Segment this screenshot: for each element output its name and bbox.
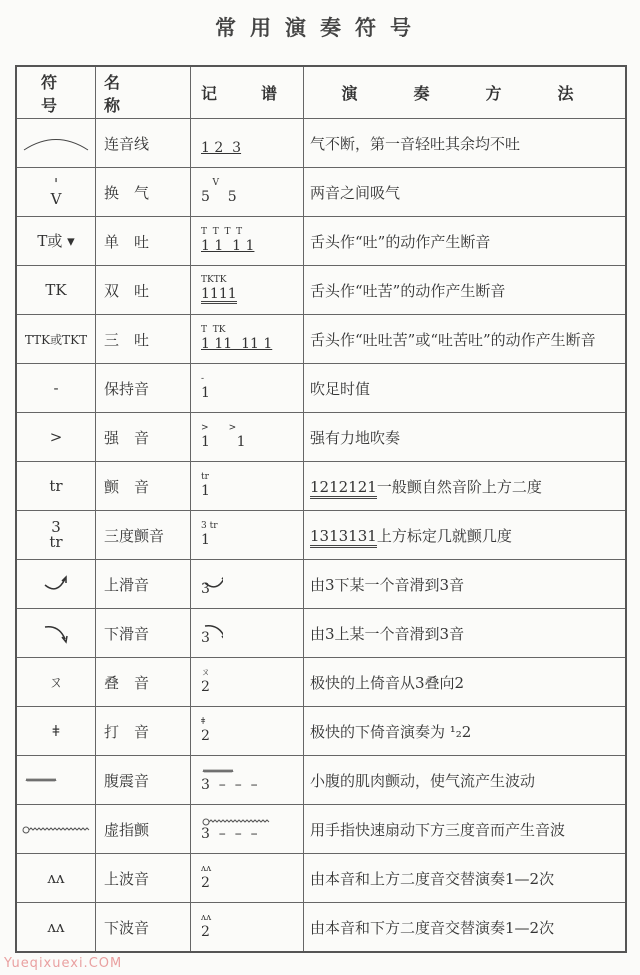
notation-cell <box>191 217 304 266</box>
notation-main: 1111 <box>201 286 237 302</box>
table-row <box>16 658 626 707</box>
symbol-cell <box>16 756 96 805</box>
notation-main: 1 1 1 1 <box>201 238 255 254</box>
notation-top: T TK <box>201 325 226 335</box>
symbol-cell <box>16 854 96 903</box>
symbol-glyph: > <box>49 428 63 446</box>
notation-top: T T T T <box>201 227 243 237</box>
notation-top: ǂ <box>201 717 206 727</box>
notation-cell <box>191 168 304 217</box>
method-text: 舌头作“吐苦”的动作产生断音 <box>310 281 506 300</box>
symbol-cell <box>16 658 96 707</box>
finger-vibrato-icon <box>21 820 91 838</box>
name-cell: 三度颤音 <box>96 511 191 560</box>
notation-main: 2 <box>201 924 210 940</box>
header-method: 演 奏 方 法 <box>304 66 627 119</box>
notation-main: 5 5 <box>201 189 237 205</box>
notation-top: 3 tr <box>201 521 218 531</box>
notation-main: 2 <box>201 875 210 891</box>
symbol-glyph: ' V <box>50 174 62 208</box>
table-row <box>16 168 626 217</box>
method-cell <box>304 756 627 805</box>
name-cell: 腹震音 <box>96 756 191 805</box>
watermark: Yueqixuexi.COM <box>4 956 123 971</box>
notation-main: 3 <box>201 630 210 646</box>
name-cell: 上波音 <box>96 854 191 903</box>
method-cell <box>304 364 627 413</box>
method-cell <box>304 903 627 953</box>
notation-main: 1 2 3 <box>201 140 242 156</box>
notation-cell <box>191 511 304 560</box>
name-cell: 连音线 <box>96 119 191 168</box>
method-cell <box>304 511 627 560</box>
method-cell <box>304 658 627 707</box>
notation-cell <box>191 119 304 168</box>
table-row <box>16 511 626 560</box>
method-text: 极快的上倚音从3叠向2 <box>310 673 465 692</box>
method-text: 由3下某一个音滑到3音 <box>310 575 465 594</box>
notation-cell <box>191 854 304 903</box>
name-cell: 三 吐 <box>96 315 191 364</box>
symbol-cell <box>16 364 96 413</box>
table-row <box>16 266 626 315</box>
symbol-cell <box>16 511 96 560</box>
notation-cell <box>191 413 304 462</box>
name-cell: 下波音 <box>96 903 191 953</box>
trill-notes: 1313131 <box>310 527 377 548</box>
symbol-cell <box>16 609 96 658</box>
name-cell: 保持音 <box>96 364 191 413</box>
table-row <box>16 462 626 511</box>
notation-top: - <box>201 374 205 384</box>
method-cell <box>304 266 627 315</box>
table-row <box>16 707 626 756</box>
symbol-cell <box>16 119 96 168</box>
notation-main: 1 <box>201 483 210 499</box>
table-row <box>16 903 626 953</box>
symbol-cell <box>16 315 96 364</box>
method-text: 吹足时值 <box>310 379 371 398</box>
trill-notes: 1212121 <box>310 478 377 499</box>
name-cell: 颤 音 <box>96 462 191 511</box>
method-cell <box>304 805 627 854</box>
notation-cell <box>191 707 304 756</box>
name-cell: 打 音 <box>96 707 191 756</box>
symbol-glyph: TK <box>45 281 67 299</box>
page-title: 常用演奏符号 <box>215 15 425 40</box>
notation-top: V <box>201 178 219 188</box>
name-cell: 单 吐 <box>96 217 191 266</box>
notation-main: 2 <box>201 679 210 695</box>
notation-top: > > <box>201 423 237 433</box>
notation-top: ʌʌ <box>201 864 212 874</box>
method-text: 两音之间吸气 <box>310 183 401 202</box>
symbol-glyph: ㄡ <box>48 673 64 691</box>
method-text: 用手指快速扇动下方三度音而产生音波 <box>310 820 566 839</box>
method-cell <box>304 609 627 658</box>
notation-main: 1 11 11 1 <box>201 336 273 352</box>
table-row <box>16 413 626 462</box>
name-cell: 叠 音 <box>96 658 191 707</box>
table-row <box>16 854 626 903</box>
symbol-cell <box>16 413 96 462</box>
name-cell: 虚指颤 <box>96 805 191 854</box>
method-cell <box>304 854 627 903</box>
symbol-cell <box>16 168 96 217</box>
symbol-glyph: TTK或TKT <box>24 333 88 347</box>
header-notation: 记 谱 <box>191 66 304 119</box>
notation-main: 3 <box>201 581 210 597</box>
vibrato-wave-icon <box>24 771 88 789</box>
method-cell <box>304 462 627 511</box>
method-text: 舌头作“吐吐苦”或“吐苦吐”的动作产生断音 <box>310 330 596 349</box>
table-row <box>16 609 626 658</box>
notation-table <box>15 65 627 953</box>
method-cell <box>304 315 627 364</box>
notation-top: TKTK <box>201 275 227 285</box>
method-text: 一般颤自然音阶上方二度 <box>376 477 542 496</box>
symbol-cell <box>16 560 96 609</box>
notation-cell <box>191 756 304 805</box>
table-row <box>16 560 626 609</box>
notation-cell <box>191 364 304 413</box>
notation-cell <box>191 658 304 707</box>
notation-top: tr <box>201 472 209 482</box>
table-row <box>16 315 626 364</box>
fall-down-icon <box>41 623 71 641</box>
symbol-glyph: ʌʌ <box>47 918 65 936</box>
method-text: 舌头作“吐”的动作产生断音 <box>310 232 491 251</box>
slur-arc-icon <box>21 133 91 151</box>
notation-cell <box>191 609 304 658</box>
symbol-glyph: - <box>53 379 59 397</box>
symbol-cell <box>16 217 96 266</box>
symbol-cell <box>16 462 96 511</box>
method-text: 强有力地吹奏 <box>310 428 401 447</box>
symbol-glyph: ǂ <box>52 722 60 740</box>
notation-main: 3 – – – <box>201 826 258 842</box>
table-row <box>16 756 626 805</box>
name-cell: 双 吐 <box>96 266 191 315</box>
symbol-glyph: T或 ▾ <box>37 232 75 250</box>
symbol-cell <box>16 266 96 315</box>
method-text: 上方标定几就颤几度 <box>376 526 512 545</box>
method-cell <box>304 168 627 217</box>
notation-top: ㄡ <box>201 668 211 678</box>
header-symbol: 符 号 <box>16 66 96 119</box>
method-text: 极快的下倚音演奏为 ¹₂2 <box>310 722 472 741</box>
method-text: 由本音和上方二度音交替演奏1—2次 <box>310 869 555 888</box>
method-text: 小腹的肌肉颤动，使气流产生波动 <box>310 771 536 790</box>
notation-main: 1 1 <box>201 434 246 450</box>
name-cell: 强 音 <box>96 413 191 462</box>
notation-cell <box>191 462 304 511</box>
method-text: 由3上某一个音滑到3音 <box>310 624 465 643</box>
symbol-glyph: ʌʌ <box>47 869 65 887</box>
notation-top: ʌʌ <box>201 913 212 923</box>
scoop-up-icon <box>41 574 71 592</box>
symbol-glyph: tr <box>49 477 63 495</box>
table-header <box>16 66 626 119</box>
notation-cell <box>191 266 304 315</box>
table-row <box>16 217 626 266</box>
symbol-glyph: 3 tr <box>49 517 63 551</box>
notation-main: 1 <box>201 532 210 548</box>
symbol-cell <box>16 805 96 854</box>
method-cell <box>304 413 627 462</box>
table-row <box>16 805 626 854</box>
header-name: 名 称 <box>96 66 191 119</box>
name-cell: 换 气 <box>96 168 191 217</box>
name-cell: 上滑音 <box>96 560 191 609</box>
notation-cell <box>191 560 304 609</box>
notation-main: 1 <box>201 385 210 401</box>
table-row <box>16 364 626 413</box>
name-cell: 下滑音 <box>96 609 191 658</box>
table-row <box>16 119 626 168</box>
method-text: 由本音和下方二度音交替演奏1—2次 <box>310 918 555 937</box>
method-cell <box>304 217 627 266</box>
notation-cell <box>191 805 304 854</box>
notation-cell <box>191 315 304 364</box>
symbol-cell <box>16 903 96 953</box>
symbol-cell <box>16 707 96 756</box>
notation-main: 2 <box>201 728 210 744</box>
method-text: 气不断，第一音轻吐其余均不吐 <box>310 134 521 153</box>
method-cell <box>304 707 627 756</box>
method-cell <box>304 560 627 609</box>
notation-main: 3 – – – <box>201 777 258 793</box>
method-cell <box>304 119 627 168</box>
notation-cell <box>191 903 304 953</box>
